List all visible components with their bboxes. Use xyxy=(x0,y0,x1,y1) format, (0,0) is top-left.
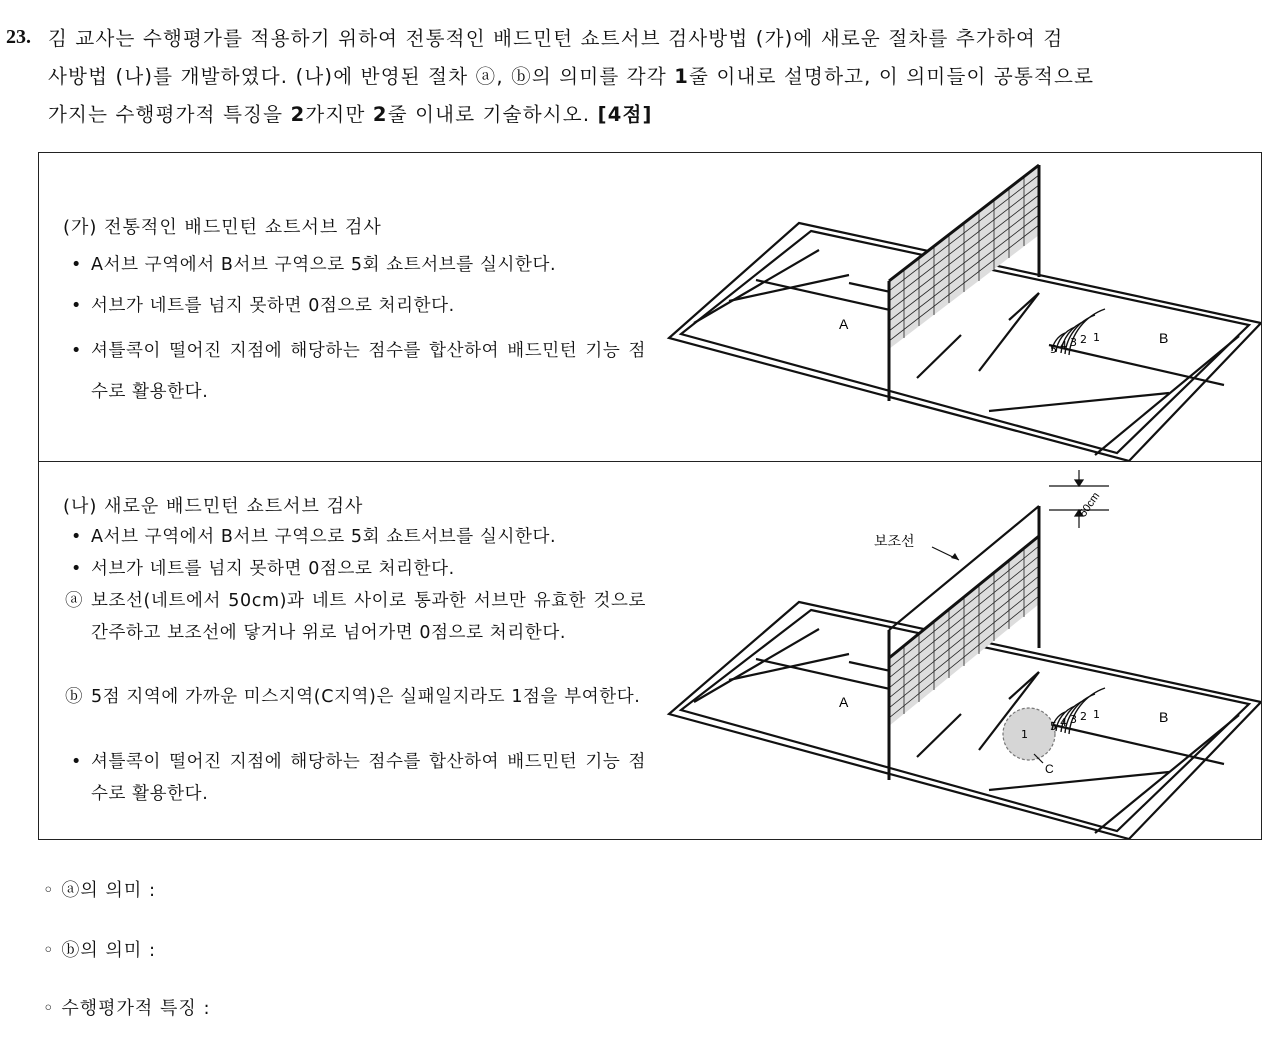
traditional-zone-4: 4 xyxy=(1060,339,1067,352)
new-rule-a: ⓐ 보조선(네트에서 50cm)과 네트 사이로 통과한 서브만 유효한 것으로 간주하고 보조선에 닿거나 위로 넘어가면 0점으로 처리한다. xyxy=(91,585,646,649)
traditional-label-a: A xyxy=(839,316,849,332)
new-zone-4: 4 xyxy=(1060,716,1067,729)
new-label-c: C xyxy=(1045,762,1054,776)
traditional-zone-2: 2 xyxy=(1080,333,1087,346)
new-test-box xyxy=(38,461,1262,840)
new-court-diagram xyxy=(649,462,1261,839)
new-test-title: (나) 새로운 배드민턴 쇼트서브 검사 xyxy=(63,496,364,517)
question-text xyxy=(48,20,1263,134)
traditional-zone-5: 5 xyxy=(1050,343,1057,356)
traditional-zone-3: 3 xyxy=(1070,336,1077,349)
aux-line-label: 보조선 xyxy=(874,534,915,550)
new-zone-1: 1 xyxy=(1093,708,1100,721)
traditional-rule-1: • A서브 구역에서 B서브 구역으로 5회 쇼트서브를 실시한다. xyxy=(71,255,557,275)
answer-assessment-features: ◦ 수행평가적 특징 : xyxy=(43,998,211,1019)
new-rule-2: • 서브가 네트를 넘지 못하면 0점으로 처리한다. xyxy=(71,559,455,579)
c-zone-score: 1 xyxy=(1021,728,1028,741)
traditional-zone-1: 1 xyxy=(1093,331,1100,344)
new-label-a: A xyxy=(839,694,849,710)
new-zone-2: 2 xyxy=(1080,710,1087,723)
answer-meaning-b: ◦ ⓑ의 의미 : xyxy=(43,940,157,961)
question-number: 23. xyxy=(6,26,31,48)
new-rule-b: ⓑ 5점 지역에 가까운 미스지역(C지역)은 실패일지라도 1점을 부여한다. xyxy=(91,681,646,713)
points-label: [4점] xyxy=(597,103,653,126)
question-line-1: 김 교사는 수행평가를 적용하기 위하여 전통적인 배드민턴 쇼트서브 검사방법 (가)에 새로운 절차를 추가하여 검 xyxy=(48,27,1064,50)
new-zone-3: 3 xyxy=(1070,713,1077,726)
traditional-rule-2: • 서브가 네트를 넘지 못하면 0점으로 처리한다. xyxy=(71,296,455,316)
question-line-3: 가지는 수행평가적 특징을 2가지만 2줄 이내로 기술하시오. [4점] xyxy=(48,103,653,126)
traditional-rule-3: • 셔틀콕이 떨어진 지점에 해당하는 점수를 합산하여 배드민턴 기능 점수로 활용한다. xyxy=(71,341,646,402)
marker-a: ⓐ xyxy=(65,591,84,611)
c-zone-circle xyxy=(1003,708,1055,760)
answer-meaning-a: ◦ ⓐ의 의미 : xyxy=(43,880,157,901)
question-line-2: 사방법 (나)를 개발하였다. (나)에 반영된 절차 ⓐ, ⓑ의 의미를 각각 1줄 이내로 설명하고, 이 의미들이 공통적으로 xyxy=(48,65,1095,88)
marker-b: ⓑ xyxy=(65,687,84,707)
new-rule-3: • 셔틀콕이 떨어진 지점에 해당하는 점수를 합산하여 배드민턴 기능 점수로 활용한다. xyxy=(71,752,646,804)
traditional-label-b: B xyxy=(1159,330,1169,346)
traditional-test-title: (가) 전통적인 배드민턴 쇼트서브 검사 xyxy=(63,217,382,238)
new-rule-1: • A서브 구역에서 B서브 구역으로 5회 쇼트서브를 실시한다. xyxy=(71,527,557,547)
traditional-court-diagram xyxy=(649,153,1261,461)
new-zone-5: 5 xyxy=(1050,720,1057,733)
height-label-50cm: 50cm xyxy=(1077,490,1103,520)
new-label-b: B xyxy=(1159,709,1169,725)
traditional-test-box xyxy=(38,152,1262,462)
